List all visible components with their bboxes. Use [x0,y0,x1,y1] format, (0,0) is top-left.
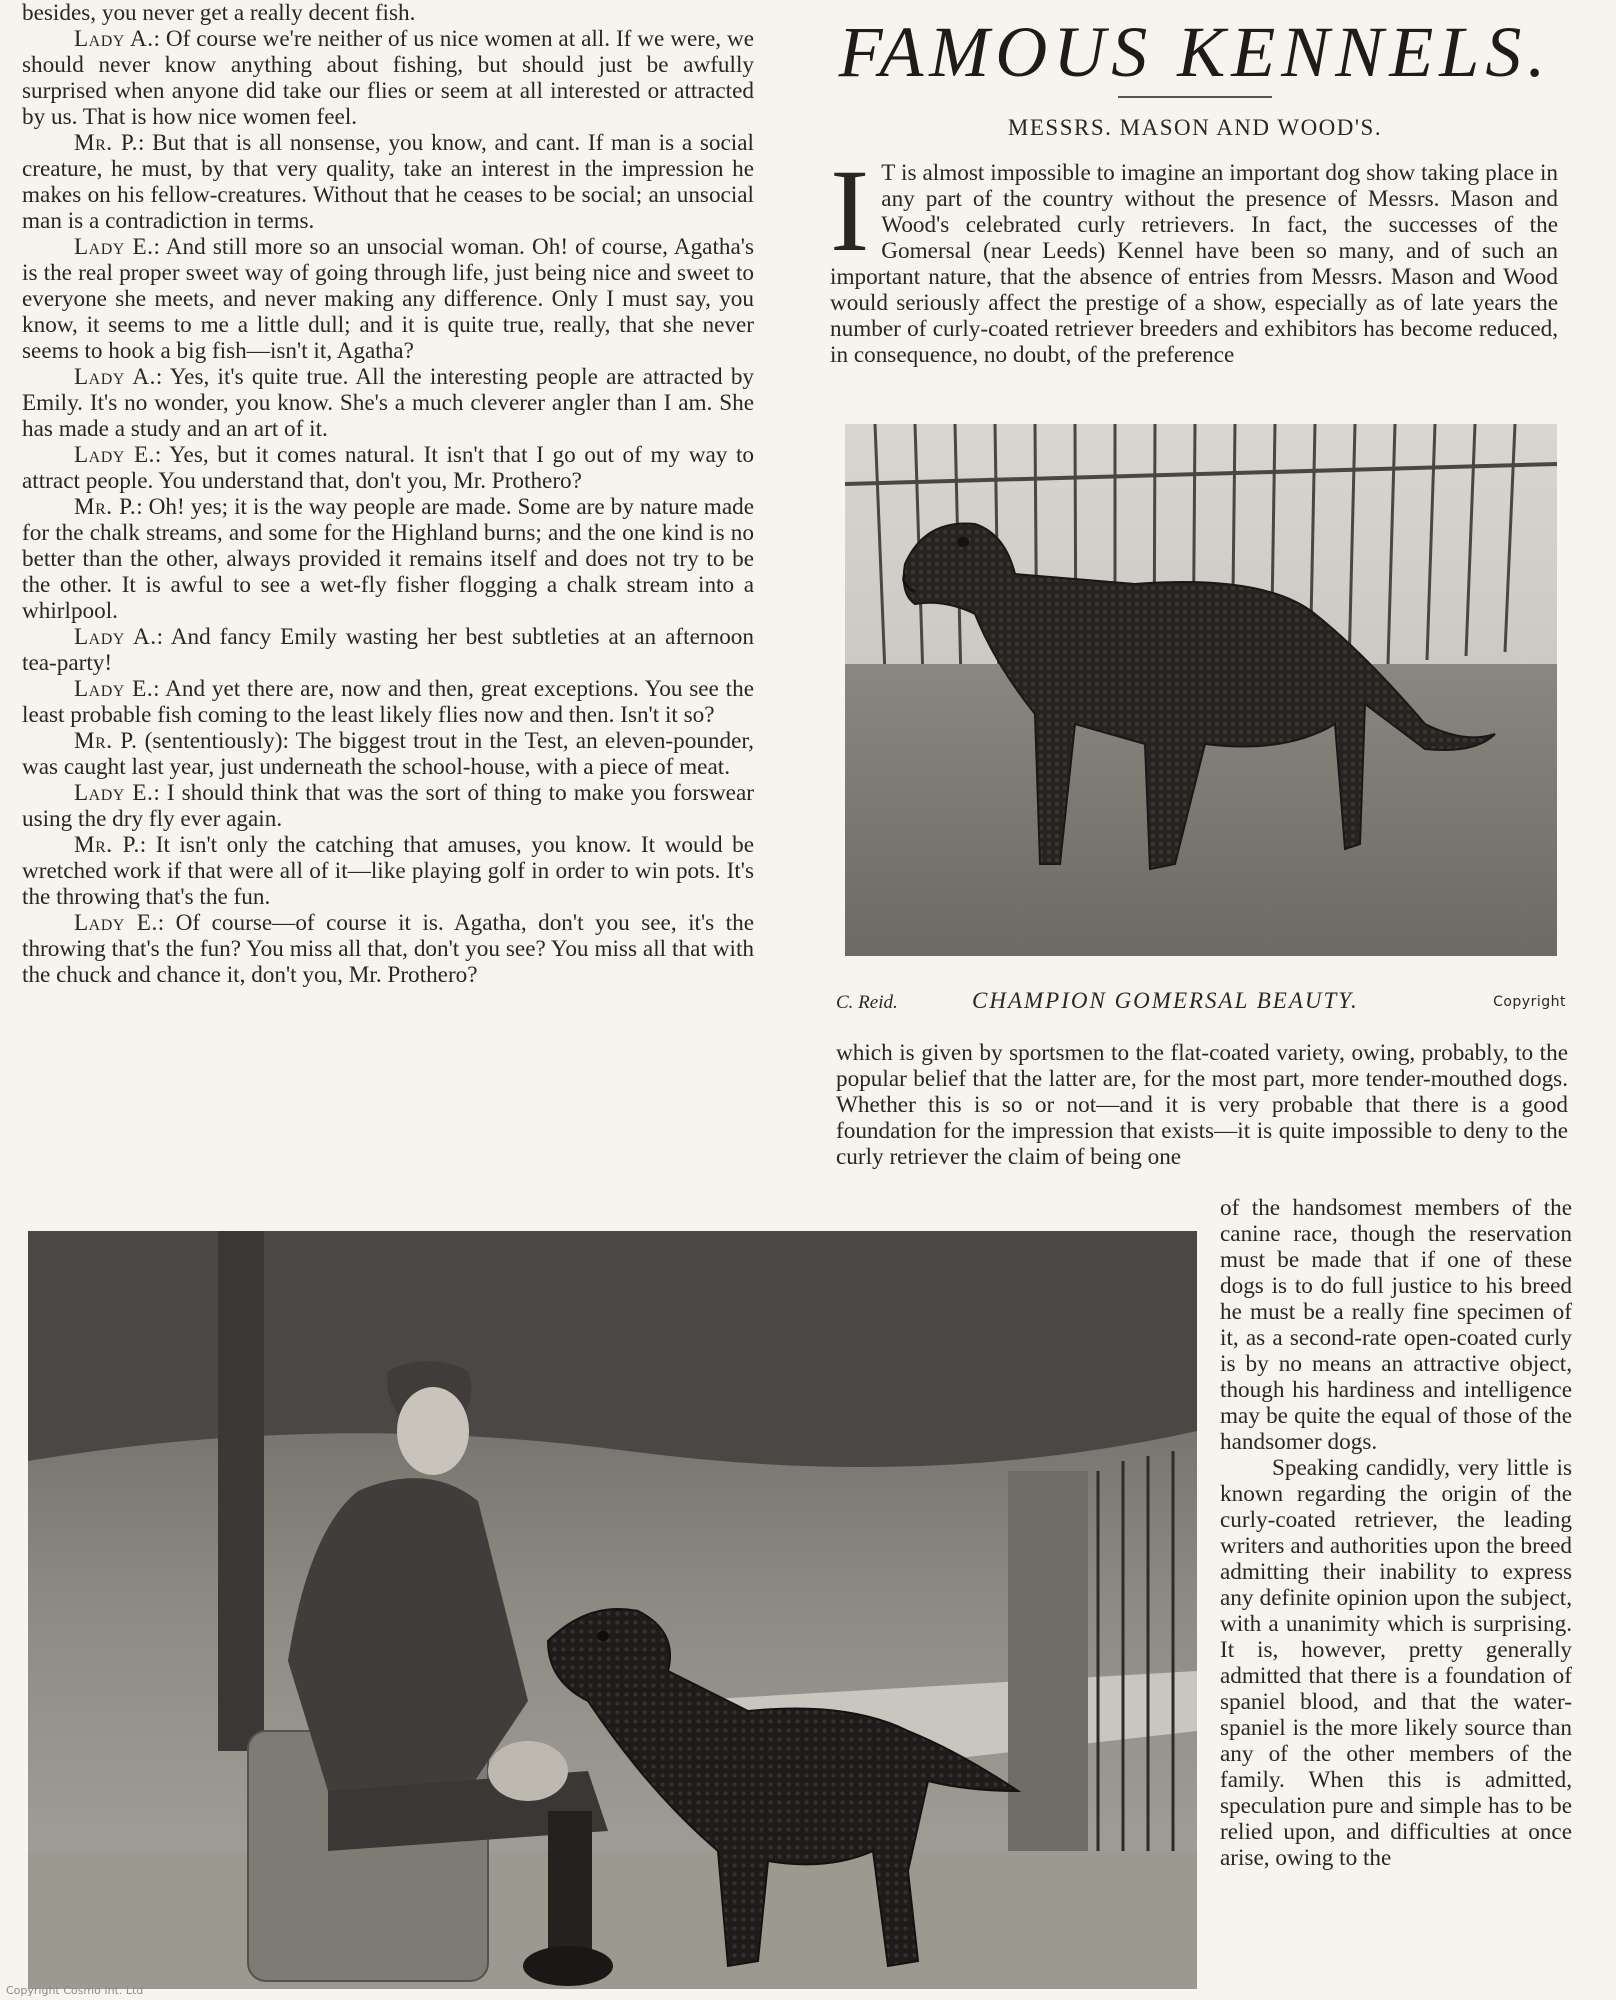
dialogue-paragraph [22,494,754,624]
article-narrow-column [1220,1195,1572,2000]
retriever-photo-illustration [845,424,1557,956]
dialogue-text: : Of course—of course it is. Agatha, don't you see, it's the throwing that's the fun? You miss all that, don't you see? You miss all that with the chuck and chance it, don't you, Mr. Prothero? [22,910,754,988]
article-headline: FAMOUS KENNELS. [838,12,1552,92]
speaker-name: Mr. P. [74,494,137,520]
dialogue-paragraph [22,130,754,234]
narrow-paragraph: of the handsomest members of the canine race, though the reservation must be made that if one of these dogs is to do full justice to his breed he must be a really fine specimen of it, as a second-rate open-coated curly is by no means an attractive object, though his hardiness and intelligence may be quite the equal of those of the handsomer dogs. [1220,1195,1572,1455]
caption-title: CHAMPION GOMERSAL BEAUTY. [972,988,1359,1013]
speaker-name: Lady E. [74,780,154,806]
dialogue-paragraph [22,442,754,494]
dialogue-text: : Oh! yes; it is the way people are made. Some are by nature made for the chalk streams, and some for the Highland burns; and the one kind is no better than the other, always provided it remains itself and does not try to be the other. It is awful to see a wet-fly fisher flogging a chalk stream into a whirlpool. [22,494,754,624]
continuation-paragraph: which is given by sportsmen to the flat-coated variety, owing, probably, to the popular belief that the latter are, for the most part, more tender-mouthed dogs. Whether this is so or not—and it is very probable that there is a good foundation for the impression that exists—it is quite impossible to deny to the curly retriever the claim of being one [836,1040,1568,1170]
dialogue-text: besides, you never get a really decent fish. [22,0,416,26]
speaker-name: Mr. P. [74,728,138,754]
dialogue-text: : Yes, it's quite true. All the interesting people are attracted by Emily. It's no wonder, you know. She's a much cleverer angler than I am. She has made a study and an art of it. [22,364,754,442]
dialogue-paragraph [22,624,754,676]
speaker-name: Lady A. [74,624,157,650]
dialogue-paragraph [22,364,754,442]
watermark-text: Copyright Cosmo Int. Ltd [6,1984,144,1997]
article-intro [830,160,1558,396]
dialogue-text: : Of course we're neither of us nice women at all. If we were, we should never know anything about fishing, but should just be awfully surprised when anyone did take our flies or seem at all interested or attracted by us. That is how nice women feel. [22,26,754,130]
intro-text: T is almost impossible to imagine an important dog show taking place in any part of the country without the presence of Messrs. Mason and Wood's celebrated curly retrievers. In fact, the successes of the Gomersal (near Leeds) Kennel have been so many, and of such an important nature, that the absence of entries from Messrs. Mason and Wood would seriously affect the prestige of a show, especially as of late years the number of curly-coated retriever breeders and exhibitors has become reduced, in consequence, no doubt, of the preference [830,160,1558,368]
champion-gomersal-beauty-photo [845,424,1557,956]
speaker-name: Mr. P. [74,832,140,858]
boy-and-dog-illustration [28,1231,1197,1989]
dialogue-paragraph [22,234,754,364]
drop-cap: I [830,160,870,276]
speaker-name: Lady E. [74,234,154,260]
speaker-name: Lady E. [74,910,158,936]
dialogue-text: : I should think that was the sort of thing to make you forswear using the dry fly ever again. [22,780,754,832]
dialogue-text: : Yes, but it comes natural. It isn't that I go out of my way to attract people. You understand that, don't you, Mr. Prothero? [22,442,754,494]
dialogue-text: : But that is all nonsense, you know, and cant. If man is a social creature, he must, by that very quality, take an interest in the impression he makes on his fellow-creatures. Without that he ceases to be social; an unsocial man is a contradiction in terms. [22,130,754,234]
dialogue-paragraph [22,910,754,988]
dialogue-text: : And yet there are, now and then, great exceptions. You see the least probable fish coming to the least likely flies now and then. Isn't it so? [22,676,754,728]
speaker-name: Mr. P. [74,130,138,156]
dialogue-paragraph [22,676,754,728]
dialogue-text: (sententiously): The biggest trout in the Test, an eleven-pounder, was caught last year, just underneath the school-house, with a piece of meat. [22,728,754,780]
boy-with-retriever-photo [28,1231,1197,1989]
dialogue-paragraph [22,26,754,130]
dialogue-paragraph [22,780,754,832]
dialogue-paragraph [22,832,754,910]
dialogue-text: : And still more so an unsocial woman. Oh! of course, Agatha's is the real proper sweet way of going through life, just being nice and sweet to everyone she meets, and never making any difference. Only I must say, you know, it seems to me a little dull; and it is quite true, really, that she never seems to hook a big fish—isn't it, Agatha? [22,234,754,364]
speaker-name: Lady A. [74,364,156,390]
dialogue-text: : It isn't only the catching that amuses, you know. It would be wretched work if that were all of it—like playing golf in order to win pots. It's the throwing that's the fun. [22,832,754,910]
dialogue-paragraph [22,0,754,26]
headline-rule [1118,96,1272,98]
speaker-name: Lady E. [74,676,154,702]
photographer-credit: C. Reid. [836,992,898,1013]
dialogue-paragraph [22,728,754,780]
narrow-paragraph: Speaking candidly, very little is known regarding the origin of the curly-coated retriever, the leading writers and authorities upon the breed admitting their inability to express any definite opinion upon the subject, with a unanimity which is surprising. It is, however, pretty generally admitted that there is a foundation of spaniel blood, and that the water-spaniel is the more likely source than any of the other members of the family. When this is admitted, speculation pure and simple has to be relied upon, and difficulties at once arise, owing to the [1220,1455,1572,1871]
speaker-name: Lady E. [74,442,155,468]
article-subheading: MESSRS. MASON AND WOOD'S. [1007,115,1383,140]
photo-caption [834,990,1568,1020]
article-continuation [836,1040,1568,1195]
copyright-label: Copyright [1493,994,1566,1010]
speaker-name: Lady A. [74,26,154,52]
dialogue-text: : And fancy Emily wasting her best subtleties at an afternoon tea-party! [22,624,754,676]
left-text-column [22,0,754,1198]
